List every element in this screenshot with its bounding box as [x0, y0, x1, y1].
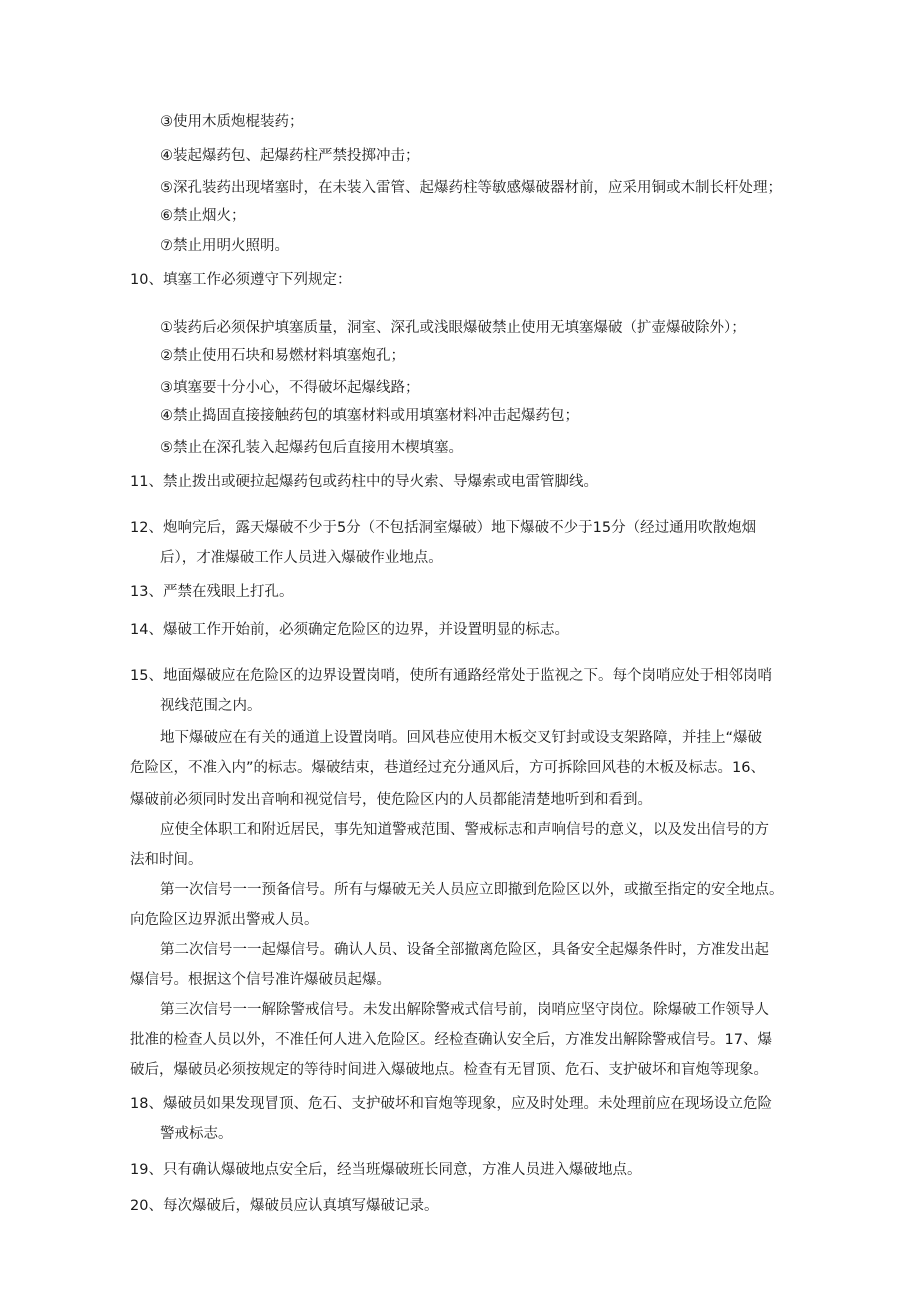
sec20-text: 20、每次爆破后，爆破员应认真填写爆破记录。: [130, 1198, 439, 1214]
sec15-p2-line-2: 法和时间。: [130, 852, 203, 868]
sec18-line-2: 警戒标志。: [160, 1126, 233, 1142]
sec15-p1-line-3: 爆破前必须同时发出音响和视觉信号，使危险区内的人员都能清楚地听到和看到。: [130, 792, 652, 808]
sec15-p3-line-1: 第一次信号一一预备信号。所有与爆破无关人员应立即撤到危险区以外，或撤至指定的安全地点。: [160, 882, 784, 898]
sec10-item-5: ⑤禁止在深孔装入起爆药包后直接用木楔填塞。: [160, 440, 463, 456]
sec12-line-1: 12、炮响完后，露天爆破不少于5分（不包括洞室爆破）地下爆破不少于15分（经过通用吹散炮烟: [130, 520, 757, 536]
sec18-line-1: 18、爆破员如果发现冒顶、危石、支护破坏和盲炮等现象，应及时处理。未处理前应在现场设立危险: [130, 1096, 772, 1112]
sec15-p5-line-2: 批准的检查人员以外，不准任何人进入危险区。经检查确认安全后，方准发出解除警戒信号。17、爆: [130, 1032, 772, 1048]
sec15-p2-line-1: 应使全体职工和附近居民，事先知道警戒范围、警戒标志和声响信号的意义，以及发出信号的方: [160, 822, 769, 838]
sec10-item-4: ④禁止捣固直接接触药包的填塞材料或用填塞材料冲击起爆药包；: [160, 408, 579, 424]
sec9-item-4: ④装起爆药包、起爆药柱严禁投掷冲击；: [160, 148, 420, 164]
sec10-item-3: ③填塞要十分小心，不得破坏起爆线路；: [160, 380, 420, 396]
sec13-text: 13、严禁在残眼上打孔。: [130, 584, 294, 600]
sec15-p4-line-1: 第二次信号一一起爆信号。确认人员、设备全部撤离危险区，具备安全起爆条件时，方准发出起: [160, 942, 769, 958]
sec15-p5-line-3: 破后，爆破员必须按规定的等待时间进入爆破地点。检查有无冒顶、危石、支护破坏和盲炮等现象。: [130, 1062, 768, 1078]
sec10-heading: 10、填塞工作必须遵守下列规定：: [130, 272, 352, 288]
sec10-item-1: ①装药后必须保护填塞质量，洞室、深孔或浅眼爆破禁止使用无填塞爆破（扩壶爆破除外）；: [160, 320, 746, 336]
sec15-p4-line-2: 爆信号。根据这个信号准许爆破员起爆。: [130, 972, 391, 988]
sec9-item-7: ⑦禁止用明火照明。: [160, 238, 289, 254]
sec9-item-3: ③使用木质炮棍装药；: [160, 114, 304, 130]
sec14-text: 14、爆破工作开始前，必须确定危险区的边界，并设置明显的标志。: [130, 622, 569, 638]
sec15-p5-line-1: 第三次信号一一解除警戒信号。未发出解除警戒式信号前，岗哨应坚守岗位。除爆破工作领导人: [160, 1002, 769, 1018]
sec12-line-2: 后），才准爆破工作人员进入爆破作业地点。: [160, 550, 443, 566]
sec15-p3-line-2: 向危险区边界派出警戒人员。: [130, 912, 319, 928]
sec19-text: 19、只有确认爆破地点安全后，经当班爆破班长同意，方准人员进入爆破地点。: [130, 1162, 642, 1178]
sec11-text: 11、禁止拨出或硬拉起爆药包或药柱中的导火索、导爆索或电雷管脚线。: [130, 474, 598, 490]
sec10-item-2: ②禁止使用石块和易燃材料填塞炮孔；: [160, 348, 405, 364]
sec15-line-2: 视线范围之内。: [160, 698, 262, 714]
sec15-p1-line-1: 地下爆破应在有关的通道上设置岗哨。回风巷应使用木板交叉钉封或设支架路障，并挂上“爆破: [160, 730, 763, 746]
sec15-p1-line-2: 危险区，不准入内”的标志。爆破结束，巷道经过充分通风后，方可拆除回风巷的木板及标志。16、: [130, 760, 765, 776]
sec15-line-1: 15、地面爆破应在危险区的边界设置岗哨，使所有通路经常处于监视之下。每个岗哨应处于相邻岗哨: [130, 668, 772, 684]
sec9-item-6: ⑥禁止烟火；: [160, 208, 246, 224]
sec9-item-5: ⑤深孔装药出现堵塞时，在未装入雷管、起爆药柱等敏感爆破器材前，应采用铜或木制长杆处理；: [160, 180, 782, 196]
